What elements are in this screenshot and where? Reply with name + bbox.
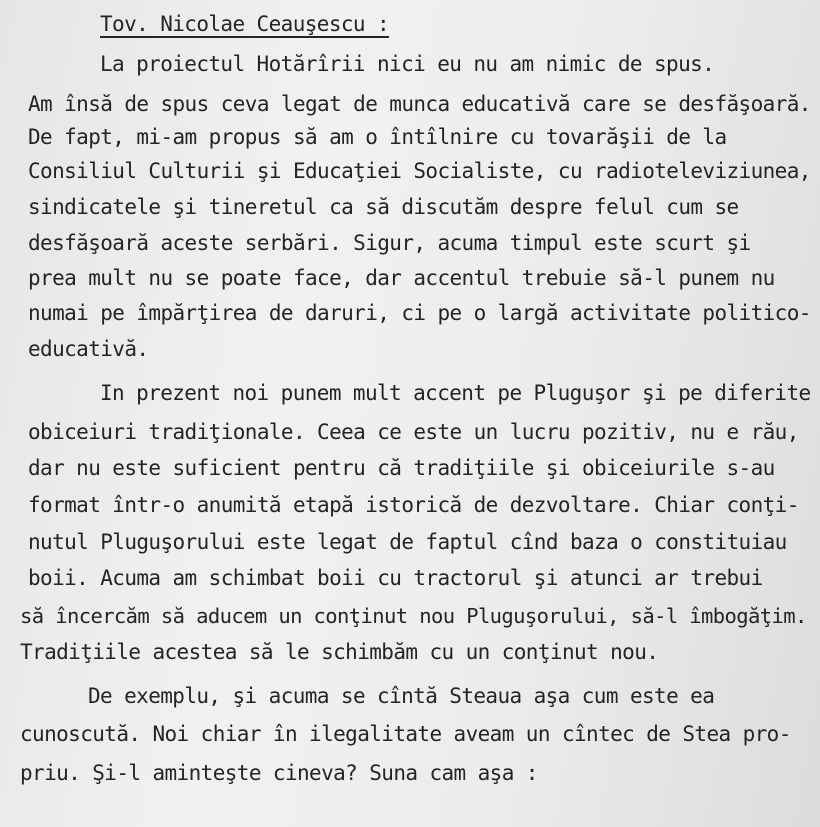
text-line: La proiectul Hotărîrii nici eu nu am nimic de spus. — [100, 52, 715, 76]
text-line: să încercăm să aducem un conţinut nou Pluguşorului, să-l îmbogăţim. — [20, 604, 807, 628]
text-line: format într-o anumită etapă istorică de dezvoltare. Chiar conţi- — [28, 493, 799, 517]
text-line: cunoscută. Noi chiar în ilegalitate aveam un cîntec de Stea pro- — [20, 722, 791, 746]
text-line: In prezent noi punem mult accent pe Pluguşor şi pe diferite — [100, 381, 811, 405]
text-line: De exemplu, şi acuma se cîntă Steaua aşa cum este ea — [88, 684, 715, 708]
text-line: prea mult nu se poate face, dar accentul trebuie să-l punem nu — [28, 266, 775, 290]
text-line: De fapt, mi-am propus să am o întîlnire cu tovarăşii de la — [28, 125, 727, 149]
text-line: desfăşoară aceste serbări. Sigur, acuma timpul este scurt şi — [28, 231, 751, 255]
text-line: Am însă de spus ceva legat de munca educativă care se desfăşoară. — [28, 92, 811, 116]
text-line: nutul Pluguşorului este legat de faptul cînd baza o constituiau — [28, 530, 787, 554]
text-line: sindicatele şi tineretul ca să discutăm despre felul cum se — [28, 195, 739, 219]
text-line: obiceiuri tradiţionale. Ceea ce este un lucru pozitiv, nu e rău, — [28, 420, 799, 444]
text-line: priu. Şi-l aminteşte cineva? Suna cam aşa : — [20, 761, 538, 785]
text-line: boii. Acuma am schimbat boii cu tractorul şi atunci ar trebui — [28, 566, 763, 590]
text-line: Consiliul Culturii şi Educaţiei Socialiste, cu radioteleviziunea, — [28, 159, 811, 183]
text-line: dar nu este suficient pentru că tradiţiile şi obiceiurile s-au — [28, 456, 775, 480]
text-line: numai pe împărţirea de daruri, ci pe o largă activitate politico- — [28, 301, 811, 325]
speaker-salutation: Tov. Nicolae Ceauşescu : — [100, 12, 390, 36]
text-line: Tradiţiile acestea să le schimbăm cu un conţinut nou. — [20, 640, 659, 664]
text-line: educativă. — [28, 337, 149, 361]
